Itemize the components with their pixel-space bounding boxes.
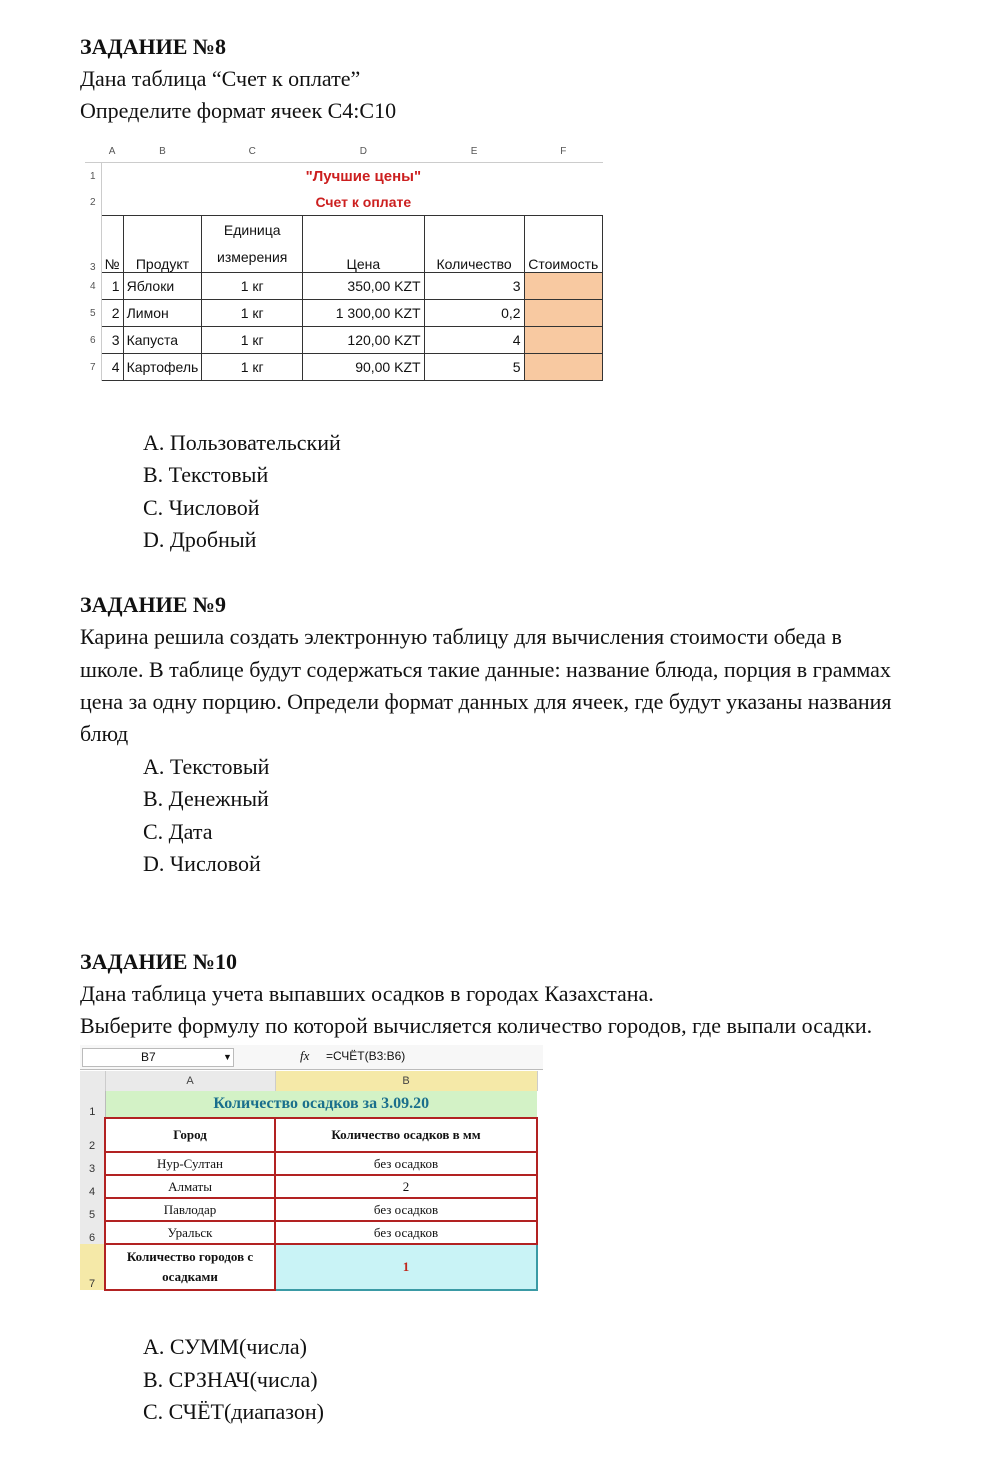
sheet-row-1	[85, 163, 603, 190]
sheet-header-row	[85, 216, 603, 273]
cell-no[interactable]: 1	[101, 273, 123, 300]
formula-input[interactable]: =СЧЁТ(B3:B6)	[326, 1049, 406, 1063]
table-row	[80, 1221, 537, 1244]
table-row	[85, 327, 603, 354]
cell-unit[interactable]: 1 кг	[202, 354, 303, 381]
cell-no[interactable]: 4	[101, 354, 123, 381]
header-city[interactable]: Город	[105, 1118, 275, 1152]
corner-cell	[85, 140, 101, 163]
row-number[interactable]: 2	[85, 189, 101, 216]
header-qty[interactable]: Количество	[424, 216, 524, 273]
total-value-cell[interactable]: 1	[275, 1244, 537, 1290]
cell-price[interactable]: 350,00 KZT	[303, 273, 424, 300]
cell-unit[interactable]: 1 кг	[202, 273, 303, 300]
total-label-line1: Количество городов с	[126, 1249, 254, 1264]
chevron-down-icon[interactable]: ▼	[223, 1052, 232, 1062]
cell-city[interactable]: Нур-Султан	[105, 1152, 275, 1175]
task9-line: школе. В таблице будут содержаться такие данные: название блюда, порция в граммах	[80, 657, 891, 682]
row-number[interactable]: 6	[80, 1221, 105, 1244]
cell-qty[interactable]: 5	[424, 354, 524, 381]
header-product[interactable]: Продукт	[123, 216, 202, 273]
row-number[interactable]: 3	[85, 216, 101, 273]
table-row	[85, 273, 603, 300]
task10-header: ЗАДАНИЕ №10	[80, 949, 238, 974]
col-header-d[interactable]: D	[303, 140, 424, 163]
total-label-line2: осадками	[162, 1269, 218, 1284]
col-header-f[interactable]: F	[524, 140, 602, 163]
col-header-e[interactable]: E	[424, 140, 524, 163]
corner-cell	[80, 1071, 105, 1091]
task10-option-a[interactable]: A. СУММ(числа)	[143, 1334, 307, 1359]
cell-no[interactable]: 2	[101, 300, 123, 327]
cell-amount[interactable]: 2	[275, 1175, 537, 1198]
row-number[interactable]: 1	[85, 163, 101, 190]
header-amount[interactable]: Количество осадков в мм	[275, 1118, 537, 1152]
column-header-row	[85, 140, 603, 163]
cell-city[interactable]: Уральск	[105, 1221, 275, 1244]
formula-bar	[80, 1045, 543, 1070]
row-number[interactable]: 3	[80, 1152, 105, 1175]
task9-option-d[interactable]: D. Числовой	[143, 851, 261, 876]
cell-product[interactable]: Лимон	[123, 300, 202, 327]
col-header-a[interactable]: A	[105, 1071, 275, 1091]
table-row	[80, 1152, 537, 1175]
task10-line1: Дана таблица учета выпавших осадков в городах Казахстана.	[80, 981, 654, 1006]
task9-option-b[interactable]: B. Денежный	[143, 786, 269, 811]
cell-product[interactable]: Капуста	[123, 327, 202, 354]
name-box[interactable]	[82, 1048, 234, 1067]
function-icon[interactable]: fx	[300, 1048, 310, 1063]
cell-city[interactable]: Павлодар	[105, 1198, 275, 1221]
cell-amount[interactable]: без осадков	[275, 1198, 537, 1221]
task9-line: блюд	[80, 721, 129, 746]
row-number[interactable]: 2	[80, 1118, 105, 1152]
column-header-row	[80, 1071, 537, 1091]
table-row	[85, 300, 603, 327]
task8-option-b[interactable]: B. Текстовый	[143, 462, 269, 487]
cell-city[interactable]: Алматы	[105, 1175, 275, 1198]
name-box-value: B7	[141, 1050, 156, 1064]
cell-qty[interactable]: 0,2	[424, 300, 524, 327]
header-cost[interactable]: Стоимость	[524, 216, 602, 273]
header-unit-line2: измерения	[217, 249, 288, 265]
sheet-row-2	[85, 189, 603, 216]
task10-option-c[interactable]: C. СЧЁТ(диапазон)	[143, 1399, 324, 1424]
header-unit[interactable]	[202, 216, 303, 273]
cell-cost[interactable]	[524, 327, 602, 354]
cell-qty[interactable]: 3	[424, 273, 524, 300]
row-number[interactable]: 7	[85, 354, 101, 381]
col-header-c[interactable]: C	[202, 140, 303, 163]
row-number[interactable]: 5	[85, 300, 101, 327]
col-header-a[interactable]: A	[101, 140, 123, 163]
row-number[interactable]: 4	[85, 273, 101, 300]
cell-cost[interactable]	[524, 300, 602, 327]
sheet-row-1	[80, 1091, 537, 1118]
row-number[interactable]: 7	[80, 1244, 105, 1290]
task8-header: ЗАДАНИЕ №8	[80, 34, 227, 59]
cell-no[interactable]: 3	[101, 327, 123, 354]
task9-option-c[interactable]: C. Дата	[143, 819, 213, 844]
cell-product[interactable]: Картофель	[123, 354, 202, 381]
table-row	[80, 1175, 537, 1198]
task8-option-a[interactable]: A. Пользовательский	[143, 430, 341, 455]
row-number[interactable]: 4	[80, 1175, 105, 1198]
row-number[interactable]: 6	[85, 327, 101, 354]
invoice-spreadsheet	[85, 140, 603, 392]
table-row	[80, 1198, 537, 1221]
cell-unit[interactable]: 1 кг	[202, 327, 303, 354]
task8-line2: Определите формат ячеек С4:С10	[80, 98, 397, 123]
total-label[interactable]	[105, 1244, 275, 1290]
task8-option-c[interactable]: C. Числовой	[143, 495, 260, 520]
table-row	[85, 354, 603, 381]
cell-qty[interactable]: 4	[424, 327, 524, 354]
cell-cost[interactable]	[524, 273, 602, 300]
task9-line: цена за одну порцию. Определи формат данных для ячеек, где будут указаны названия	[80, 689, 892, 714]
sheet-header-row	[80, 1118, 537, 1152]
cell-amount[interactable]: без осадков	[275, 1221, 537, 1244]
task9-header: ЗАДАНИЕ №9	[80, 592, 227, 617]
col-header-b[interactable]: B	[275, 1071, 537, 1091]
task8-line1: Дана таблица “Счет к оплате”	[80, 66, 361, 91]
cell-cost[interactable]	[524, 354, 602, 381]
header-no[interactable]: №	[101, 216, 123, 273]
task9-option-a[interactable]: A. Текстовый	[143, 754, 270, 779]
cell-amount[interactable]: без осадков	[275, 1152, 537, 1175]
row-number[interactable]: 1	[80, 1091, 105, 1118]
header-price[interactable]: Цена	[303, 216, 424, 273]
cell-price[interactable]: 120,00 KZT	[303, 327, 424, 354]
task8-option-d[interactable]: D. Дробный	[143, 527, 257, 552]
total-row	[80, 1244, 537, 1290]
precipitation-title[interactable]: Количество осадков за 3.09.20	[105, 1091, 537, 1118]
task9-line: Карина решила создать электронную таблицу для вычисления стоимости обеда в	[80, 624, 842, 649]
precipitation-spreadsheet	[80, 1045, 543, 1297]
cell-price[interactable]: 1 300,00 KZT	[303, 300, 424, 327]
cell-price[interactable]: 90,00 KZT	[303, 354, 424, 381]
col-header-b[interactable]: B	[123, 140, 202, 163]
task10-option-b[interactable]: B. СРЗНАЧ(числа)	[143, 1367, 318, 1392]
cell-product[interactable]: Яблоки	[123, 273, 202, 300]
invoice-title[interactable]: "Лучшие цены"	[305, 167, 422, 185]
row-number[interactable]: 5	[80, 1198, 105, 1221]
invoice-subtitle[interactable]: Счет к оплате	[315, 194, 412, 210]
header-unit-line1: Единица	[223, 222, 281, 238]
cell-unit[interactable]: 1 кг	[202, 300, 303, 327]
task10-line2: Выберите формулу по которой вычисляется количество городов, где выпали осадки.	[80, 1013, 873, 1038]
